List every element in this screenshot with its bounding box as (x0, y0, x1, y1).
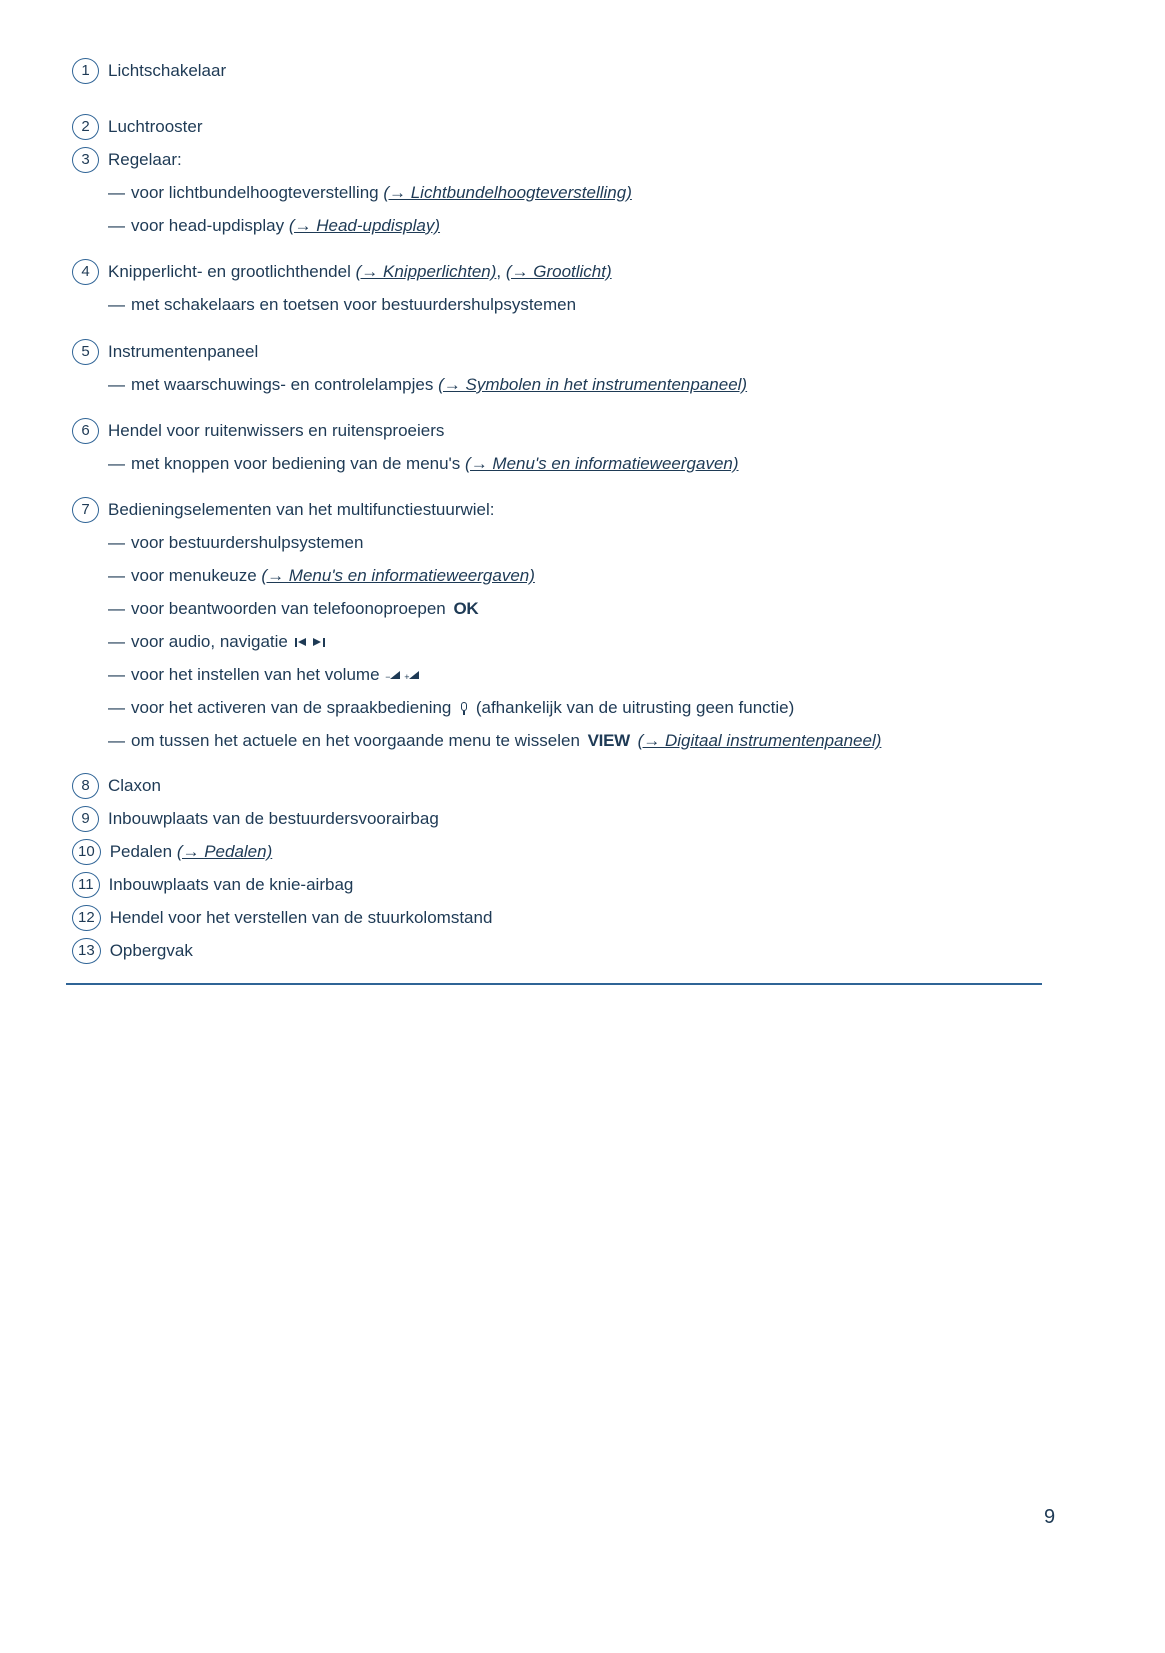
text-segment: Hendel voor het verstellen van de stuurkolomstand (109, 908, 493, 927)
text-segment: voor menukeuze (131, 566, 262, 585)
sub-item-dash: — (108, 295, 125, 314)
item-number-badge: 3 (72, 147, 99, 173)
legend-sub-text (131, 176, 632, 209)
footer-divider (66, 983, 1042, 985)
item-number-badge: 6 (72, 418, 99, 444)
legend-item-text (108, 493, 495, 526)
legend-item-text (109, 868, 354, 901)
item-number-badge: 1 (72, 58, 99, 84)
text-segment: (afhankelijk van de uitrusting geen functie) (471, 698, 795, 717)
legend-sub-text (131, 625, 327, 658)
legend-sub-item (72, 288, 1125, 321)
text-segment: voor head-updisplay (131, 216, 289, 235)
text-segment: met knoppen voor bediening van de menu's (131, 454, 466, 473)
voice-control-icon (458, 702, 469, 715)
legend-sub-item (72, 592, 1125, 625)
legend-item-text (108, 255, 612, 288)
legend-item (72, 802, 1125, 835)
legend-sub-text (131, 559, 535, 592)
text-segment: Bedieningselementen van het multifunctiestuurwiel: (108, 500, 495, 519)
legend-item-row (72, 802, 1125, 835)
text-segment: voor audio, navigatie (131, 632, 293, 651)
item-number-badge: 2 (72, 114, 99, 140)
text-segment: Inbouwplaats van de bestuurdersvoorairbag (108, 809, 439, 828)
cross-reference-link[interactable]: (→ Head-updisplay) (288, 216, 441, 235)
cross-reference-link[interactable]: (→ Pedalen) (176, 842, 273, 861)
text-segment: Regelaar: (108, 150, 182, 169)
text-segment: voor het instellen van het volume (131, 665, 385, 684)
text-segment: voor beantwoorden van telefoonoproepen (131, 599, 451, 618)
text-segment: voor het activeren van de spraakbediening (131, 698, 457, 717)
text-segment: om tussen het actuele en het voorgaande menu te wisselen (131, 731, 585, 750)
cross-reference-link[interactable]: (→ Grootlicht) (505, 262, 612, 281)
legend-item-row (72, 769, 1125, 802)
text-segment: voor bestuurdershulpsystemen (131, 533, 364, 552)
item-number-badge: 10 (72, 839, 101, 865)
item-number-badge: 9 (72, 806, 99, 832)
sub-item-dash: — (108, 632, 125, 651)
legend-sub-text (131, 447, 739, 480)
legend-sub-item (72, 625, 1125, 658)
legend-item (72, 143, 1125, 242)
legend-item-row (72, 901, 1125, 934)
text-segment: met schakelaars en toetsen voor bestuurdershulpsystemen (131, 295, 577, 314)
text-segment: Claxon (108, 776, 161, 795)
legend-item-text (110, 901, 493, 934)
legend-sub-text (131, 526, 363, 559)
legend-item-text (108, 143, 182, 176)
text-segment: Knipperlicht- en grootlichthendel (108, 262, 356, 281)
text-segment: Pedalen (109, 842, 177, 861)
sub-item-dash: — (108, 183, 125, 202)
legend-item (72, 901, 1125, 934)
legend-item-text (108, 414, 444, 447)
sub-item-dash: — (108, 665, 125, 684)
text-segment: voor lichtbundelhoogteverstelling (131, 183, 384, 202)
legend-item-text (108, 769, 161, 802)
cross-reference-link[interactable]: (→ Knipperlichten) (355, 262, 497, 281)
legend-sub-text (131, 592, 481, 625)
item-number-badge: 11 (72, 872, 100, 898)
cross-reference-link[interactable]: (→ Symbolen in het instrumentenpaneel) (438, 375, 748, 394)
legend-item (72, 934, 1125, 967)
item-number-badge: 12 (72, 905, 101, 931)
skip-forward-icon (312, 637, 325, 648)
legend-item (72, 255, 1125, 321)
legend-item (72, 769, 1125, 802)
legend-sub-text (131, 724, 881, 757)
legend-item-text (110, 835, 273, 868)
legend-item-text (108, 110, 203, 143)
legend-item (72, 54, 1125, 87)
legend-item-text (108, 335, 258, 368)
legend-item-row (72, 54, 1125, 87)
legend-item-text (110, 934, 193, 967)
item-number-badge: 7 (72, 497, 99, 523)
cross-reference-link[interactable]: (→ Menu's en informatieweergaven) (465, 454, 739, 473)
text-segment: Instrumentenpaneel (108, 342, 259, 361)
ok-button-glyph: OK (453, 599, 479, 618)
legend-sub-text (131, 288, 576, 321)
cross-reference-link[interactable]: (→ Menu's en informatieweergaven) (261, 566, 535, 585)
legend-item-row (72, 493, 1125, 526)
legend-sub-text (131, 368, 747, 401)
legend-item (72, 110, 1125, 143)
sub-item-dash: — (108, 731, 125, 750)
legend-item-text (108, 802, 439, 835)
legend-sub-item (72, 559, 1125, 592)
view-button-glyph: VIEW (587, 731, 630, 750)
cross-reference-link[interactable]: (→ Lichtbundelhoogteverstelling) (383, 183, 632, 202)
legend-item-row (72, 868, 1125, 901)
skip-back-icon (295, 637, 308, 648)
legend-item (72, 335, 1125, 401)
legend-item-row (72, 255, 1125, 288)
legend-sub-item (72, 209, 1125, 242)
legend-sub-text (131, 691, 794, 724)
legend-item-row (72, 143, 1125, 176)
item-number-badge: 5 (72, 339, 99, 365)
item-number-badge: 4 (72, 259, 99, 285)
legend-sub-item (72, 176, 1125, 209)
legend-item (72, 868, 1125, 901)
legend-sub-item (72, 526, 1125, 559)
volume-up-icon (404, 669, 421, 681)
text-segment: Luchtrooster (108, 117, 203, 136)
sub-item-dash: — (108, 566, 125, 585)
sub-item-dash: — (108, 698, 125, 717)
legend-item (72, 414, 1125, 480)
sub-item-dash: — (108, 216, 125, 235)
legend-sub-item (72, 691, 1125, 724)
item-number-badge: 8 (72, 773, 99, 799)
legend-sub-text (131, 658, 422, 691)
legend-sub-text (131, 209, 440, 242)
text-segment: met waarschuwings- en controlelampjes (131, 375, 439, 394)
legend-item-row (72, 835, 1125, 868)
cross-reference-link[interactable]: (→ Digitaal instrumentenpaneel) (637, 731, 882, 750)
legend-item-text (108, 54, 226, 87)
sub-item-dash: — (108, 454, 125, 473)
legend-item (72, 493, 1125, 757)
legend-item (72, 835, 1125, 868)
text-segment: Opbergvak (109, 941, 193, 960)
volume-down-icon (385, 669, 402, 681)
text-segment: , (496, 262, 506, 281)
legend-sub-item (72, 447, 1125, 480)
legend-sub-item (72, 368, 1125, 401)
legend-item-row (72, 934, 1125, 967)
item-number-badge: 13 (72, 938, 101, 964)
sub-item-dash: — (108, 533, 125, 552)
text-segment: Lichtschakelaar (108, 61, 227, 80)
text-segment: Hendel voor ruitenwissers en ruitensproeiers (108, 421, 445, 440)
page-number: 9 (1044, 1506, 1056, 1528)
legend-item-row (72, 335, 1125, 368)
legend-item-row (72, 414, 1125, 447)
legend-item-row (72, 110, 1125, 143)
legend-sub-item (72, 658, 1125, 691)
sub-item-dash: — (108, 599, 125, 618)
sub-item-dash: — (108, 375, 125, 394)
legend-sub-item (72, 724, 1125, 757)
text-segment: Inbouwplaats van de knie-airbag (108, 875, 354, 894)
